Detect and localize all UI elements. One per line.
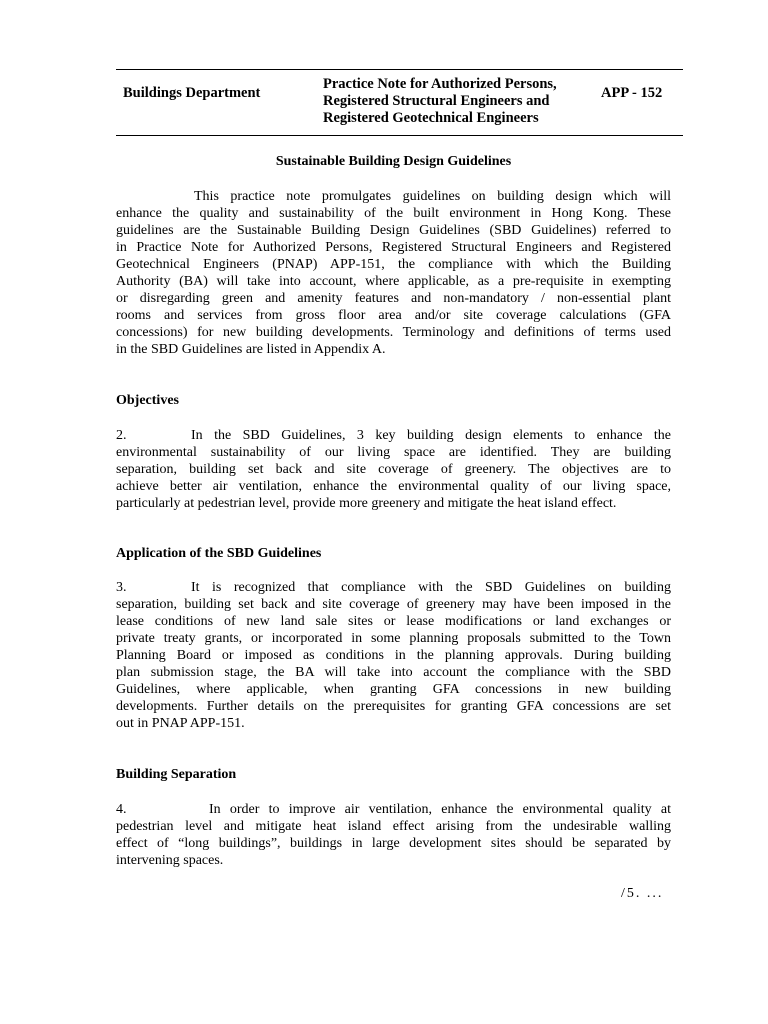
- header-title-line: Practice Note for Authorized Persons,: [323, 76, 557, 92]
- section-heading-application: Application of the SBD Guidelines: [116, 546, 322, 561]
- paragraph-line: in the SBD Guidelines are listed in Appendix A.: [116, 342, 386, 357]
- paragraph-line: Planning Board or imposed as conditions in the planning approvals. During building: [116, 648, 671, 663]
- paragraph-line: rooms and services from gross floor area and/or site coverage calculations (GFA: [116, 308, 671, 323]
- header-top-rule: [116, 69, 683, 70]
- paragraph-line: separation, building set back and site coverage of greenery. The objectives are to: [116, 462, 671, 477]
- paragraph-line: enhance the quality and sustainability of the built environment in Hong Kong. These: [116, 206, 671, 221]
- paragraph-line: [116, 579, 671, 596]
- header-department: Buildings Department: [123, 85, 261, 101]
- paragraph-line: in Practice Note for Authorized Persons, Registered Structural Engineers and Registered: [116, 240, 671, 255]
- paragraph-number: 3.: [116, 580, 127, 595]
- paragraph-line: Authority (BA) will take into account, where applicable, as a pre-requisite in exempting: [116, 274, 671, 289]
- paragraph-3: [116, 579, 671, 732]
- paragraph-line: pedestrian level and mitigate heat island effect arising from the undesirable walling: [116, 819, 671, 834]
- paragraph-line: particularly at pedestrian level, provide more greenery and mitigate the heat island effect.: [116, 496, 617, 511]
- paragraph-number: 2.: [116, 428, 127, 443]
- paragraph-number: 4.: [116, 802, 127, 817]
- paragraph-line: concessions) for new building developments. Terminology and definitions of terms used: [116, 325, 671, 340]
- paragraph-4: [116, 801, 671, 869]
- paragraph-line: lease conditions of new land sale sites or lease modifications or land exchanges or: [116, 614, 671, 629]
- header-title-line: Registered Geotechnical Engineers: [323, 110, 539, 126]
- paragraph-line: achieve better air ventilation, enhance the environmental quality of our living space,: [116, 479, 671, 494]
- document-title: Sustainable Building Design Guidelines: [275, 154, 512, 169]
- paragraph-line-text: It is recognized that compliance with the SBD Guidelines on building: [191, 580, 671, 595]
- paragraph-line: This practice note promulgates guidelines on building design which will: [194, 189, 671, 204]
- paragraph-line: guidelines are the Sustainable Building Design Guidelines (SBD Guidelines) referred to: [116, 223, 671, 238]
- paragraph-line: Geotechnical Engineers (PNAP) APP-151, the compliance with which the Building: [116, 257, 671, 272]
- paragraph-line: separation, building set back and site coverage of greenery may have been imposed in the: [116, 597, 671, 612]
- section-heading-building-separation: Building Separation: [116, 767, 237, 782]
- paragraph-line: developments. Further details on the prerequisites for granting GFA concessions are set: [116, 699, 671, 714]
- paragraph-line: private treaty grants, or incorporated in some planning proposals submitted to the Town: [116, 631, 671, 646]
- header-document-code: APP - 152: [601, 85, 663, 101]
- paragraph-line: environmental sustainability of our living space are identified. They are building: [116, 445, 671, 460]
- intro-paragraph: [116, 188, 671, 358]
- header-title-line: Registered Structural Engineers and: [323, 93, 550, 109]
- paragraph-line: intervening spaces.: [116, 853, 224, 868]
- paragraph-line: Guidelines, where applicable, when granting GFA concessions in new building: [116, 682, 671, 697]
- paragraph-line: effect of “long buildings”, buildings in large development sites should be separated by: [116, 836, 671, 851]
- header-practice-note-title: [323, 76, 557, 127]
- paragraph-line-text: In the SBD Guidelines, 3 key building design elements to enhance the: [191, 428, 671, 443]
- paragraph-line: out in PNAP APP-151.: [116, 716, 245, 731]
- paragraph-line: [116, 801, 671, 818]
- header-bottom-rule: [116, 135, 683, 136]
- paragraph-line: or disregarding green and amenity features and non-mandatory / non-essential plant: [116, 291, 671, 306]
- paragraph-2: [116, 427, 671, 512]
- paragraph-line: plan submission stage, the BA will take into account the compliance with the SBD: [116, 665, 671, 680]
- paragraph-line: [116, 427, 671, 444]
- section-heading-objectives: Objectives: [116, 393, 179, 408]
- continuation-marker: /5. ...: [621, 886, 664, 901]
- paragraph-line-text: In order to improve air ventilation, enhance the environmental quality at: [209, 802, 671, 817]
